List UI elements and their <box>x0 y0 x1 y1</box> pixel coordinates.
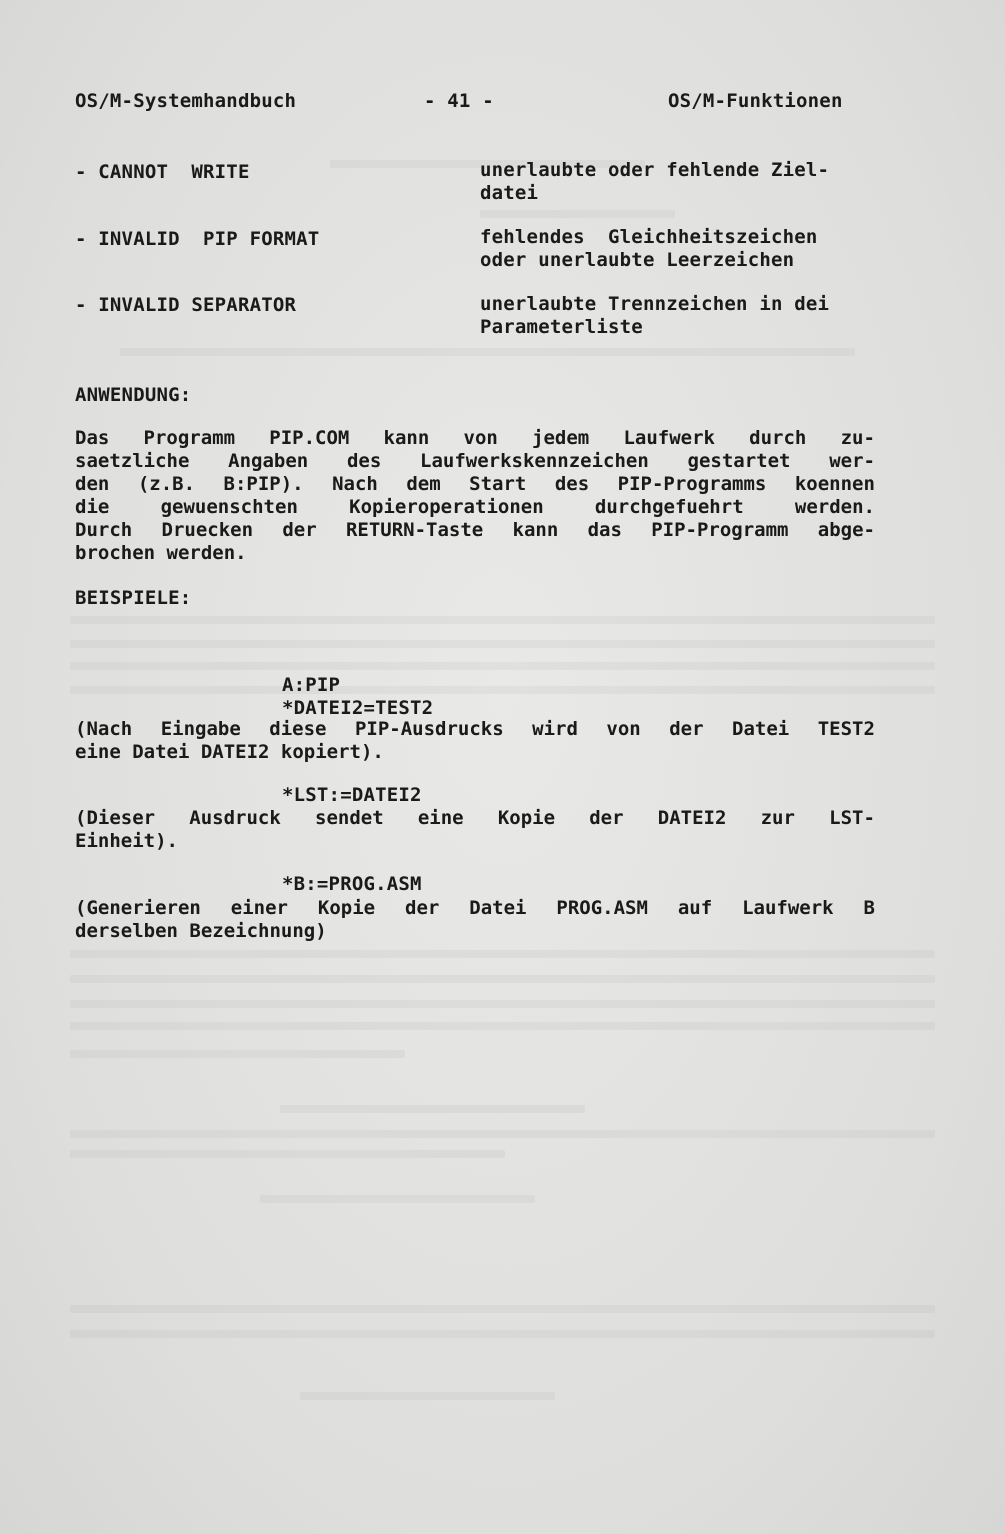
error-desc-line: unerlaubte oder fehlende Ziel- <box>480 159 830 181</box>
paragraph-line: (Nach Eingabe diese PIP-Ausdrucks wird von der Datei TEST2 <box>75 718 875 740</box>
bleed-through <box>70 1000 935 1008</box>
bleed-through <box>300 1392 555 1400</box>
paragraph-line: Das Programm PIP.COM kann von jedem Laufwerk durch zu- <box>75 427 875 449</box>
anwendung-paragraph <box>75 427 875 565</box>
code-line: *DATEI2=TEST2 <box>282 697 434 719</box>
error-desc-line: unerlaubte Trennzeichen in dei <box>480 293 830 315</box>
bleed-through <box>70 1305 935 1313</box>
bleed-through <box>120 348 855 356</box>
error-label-invalid-separator: - INVALID SEPARATOR <box>75 294 297 316</box>
bleed-through <box>70 1050 405 1058</box>
bleed-through <box>70 950 935 958</box>
example3-explanation <box>75 897 875 943</box>
bleed-through <box>70 616 935 624</box>
paragraph-line: (Dieser Ausdruck sendet eine Kopie der DATEI2 zur LST- <box>75 807 875 829</box>
page-number: - 41 - <box>424 90 494 112</box>
bleed-through <box>480 210 675 218</box>
example2-explanation <box>75 807 875 853</box>
code-line: A:PIP <box>282 674 341 696</box>
example1-explanation <box>75 718 875 764</box>
paragraph-line: eine Datei DATEI2 kopiert). <box>75 741 384 763</box>
error-label-invalid-pip-format: - INVALID PIP FORMAT <box>75 228 320 250</box>
section-heading-anwendung: ANWENDUNG: <box>75 384 192 406</box>
bleed-through <box>70 662 935 670</box>
header-manual-title: OS/M-Systemhandbuch <box>75 90 297 112</box>
section-heading-beispiele: BEISPIELE: <box>75 587 192 609</box>
bleed-through <box>70 1130 935 1138</box>
paragraph-line: den (z.B. B:PIP). Nach dem Start des PIP-Programms koennen <box>75 473 875 495</box>
code-line: *B:=PROG.ASM <box>282 873 422 895</box>
bleed-through <box>70 1022 935 1030</box>
bleed-through <box>280 1105 585 1113</box>
paragraph-line: Einheit). <box>75 830 178 852</box>
paragraph-line: Durch Druecken der RETURN-Taste kann das PIP-Programm abge- <box>75 519 875 541</box>
code-line: *LST:=DATEI2 <box>282 784 422 806</box>
bleed-through <box>70 1330 935 1338</box>
paragraph-line: derselben Bezeichnung) <box>75 920 327 942</box>
error-label-cannot-write: - CANNOT WRITE <box>75 161 250 183</box>
paragraph-line: saetzliche Angaben des Laufwerkskennzeichen gestartet wer- <box>75 450 875 472</box>
bleed-through <box>70 686 935 694</box>
bleed-through <box>70 1150 505 1158</box>
error-desc-line: Parameterliste <box>480 316 643 338</box>
error-desc-line: fehlendes Gleichheitszeichen <box>480 226 818 248</box>
paragraph-line: (Generieren einer Kopie der Datei PROG.ASM auf Laufwerk B <box>75 897 875 919</box>
bleed-through <box>70 975 935 983</box>
header-section-title: OS/M-Funktionen <box>668 90 843 112</box>
error-desc-line: oder unerlaubte Leerzeichen <box>480 249 795 271</box>
bleed-through <box>70 640 935 648</box>
paragraph-line: brochen werden. <box>75 542 247 564</box>
bleed-through <box>260 1195 535 1203</box>
paragraph-line: die gewuenschten Kopieroperationen durchgefuehrt werden. <box>75 496 875 518</box>
error-desc-line: datei <box>480 182 539 204</box>
